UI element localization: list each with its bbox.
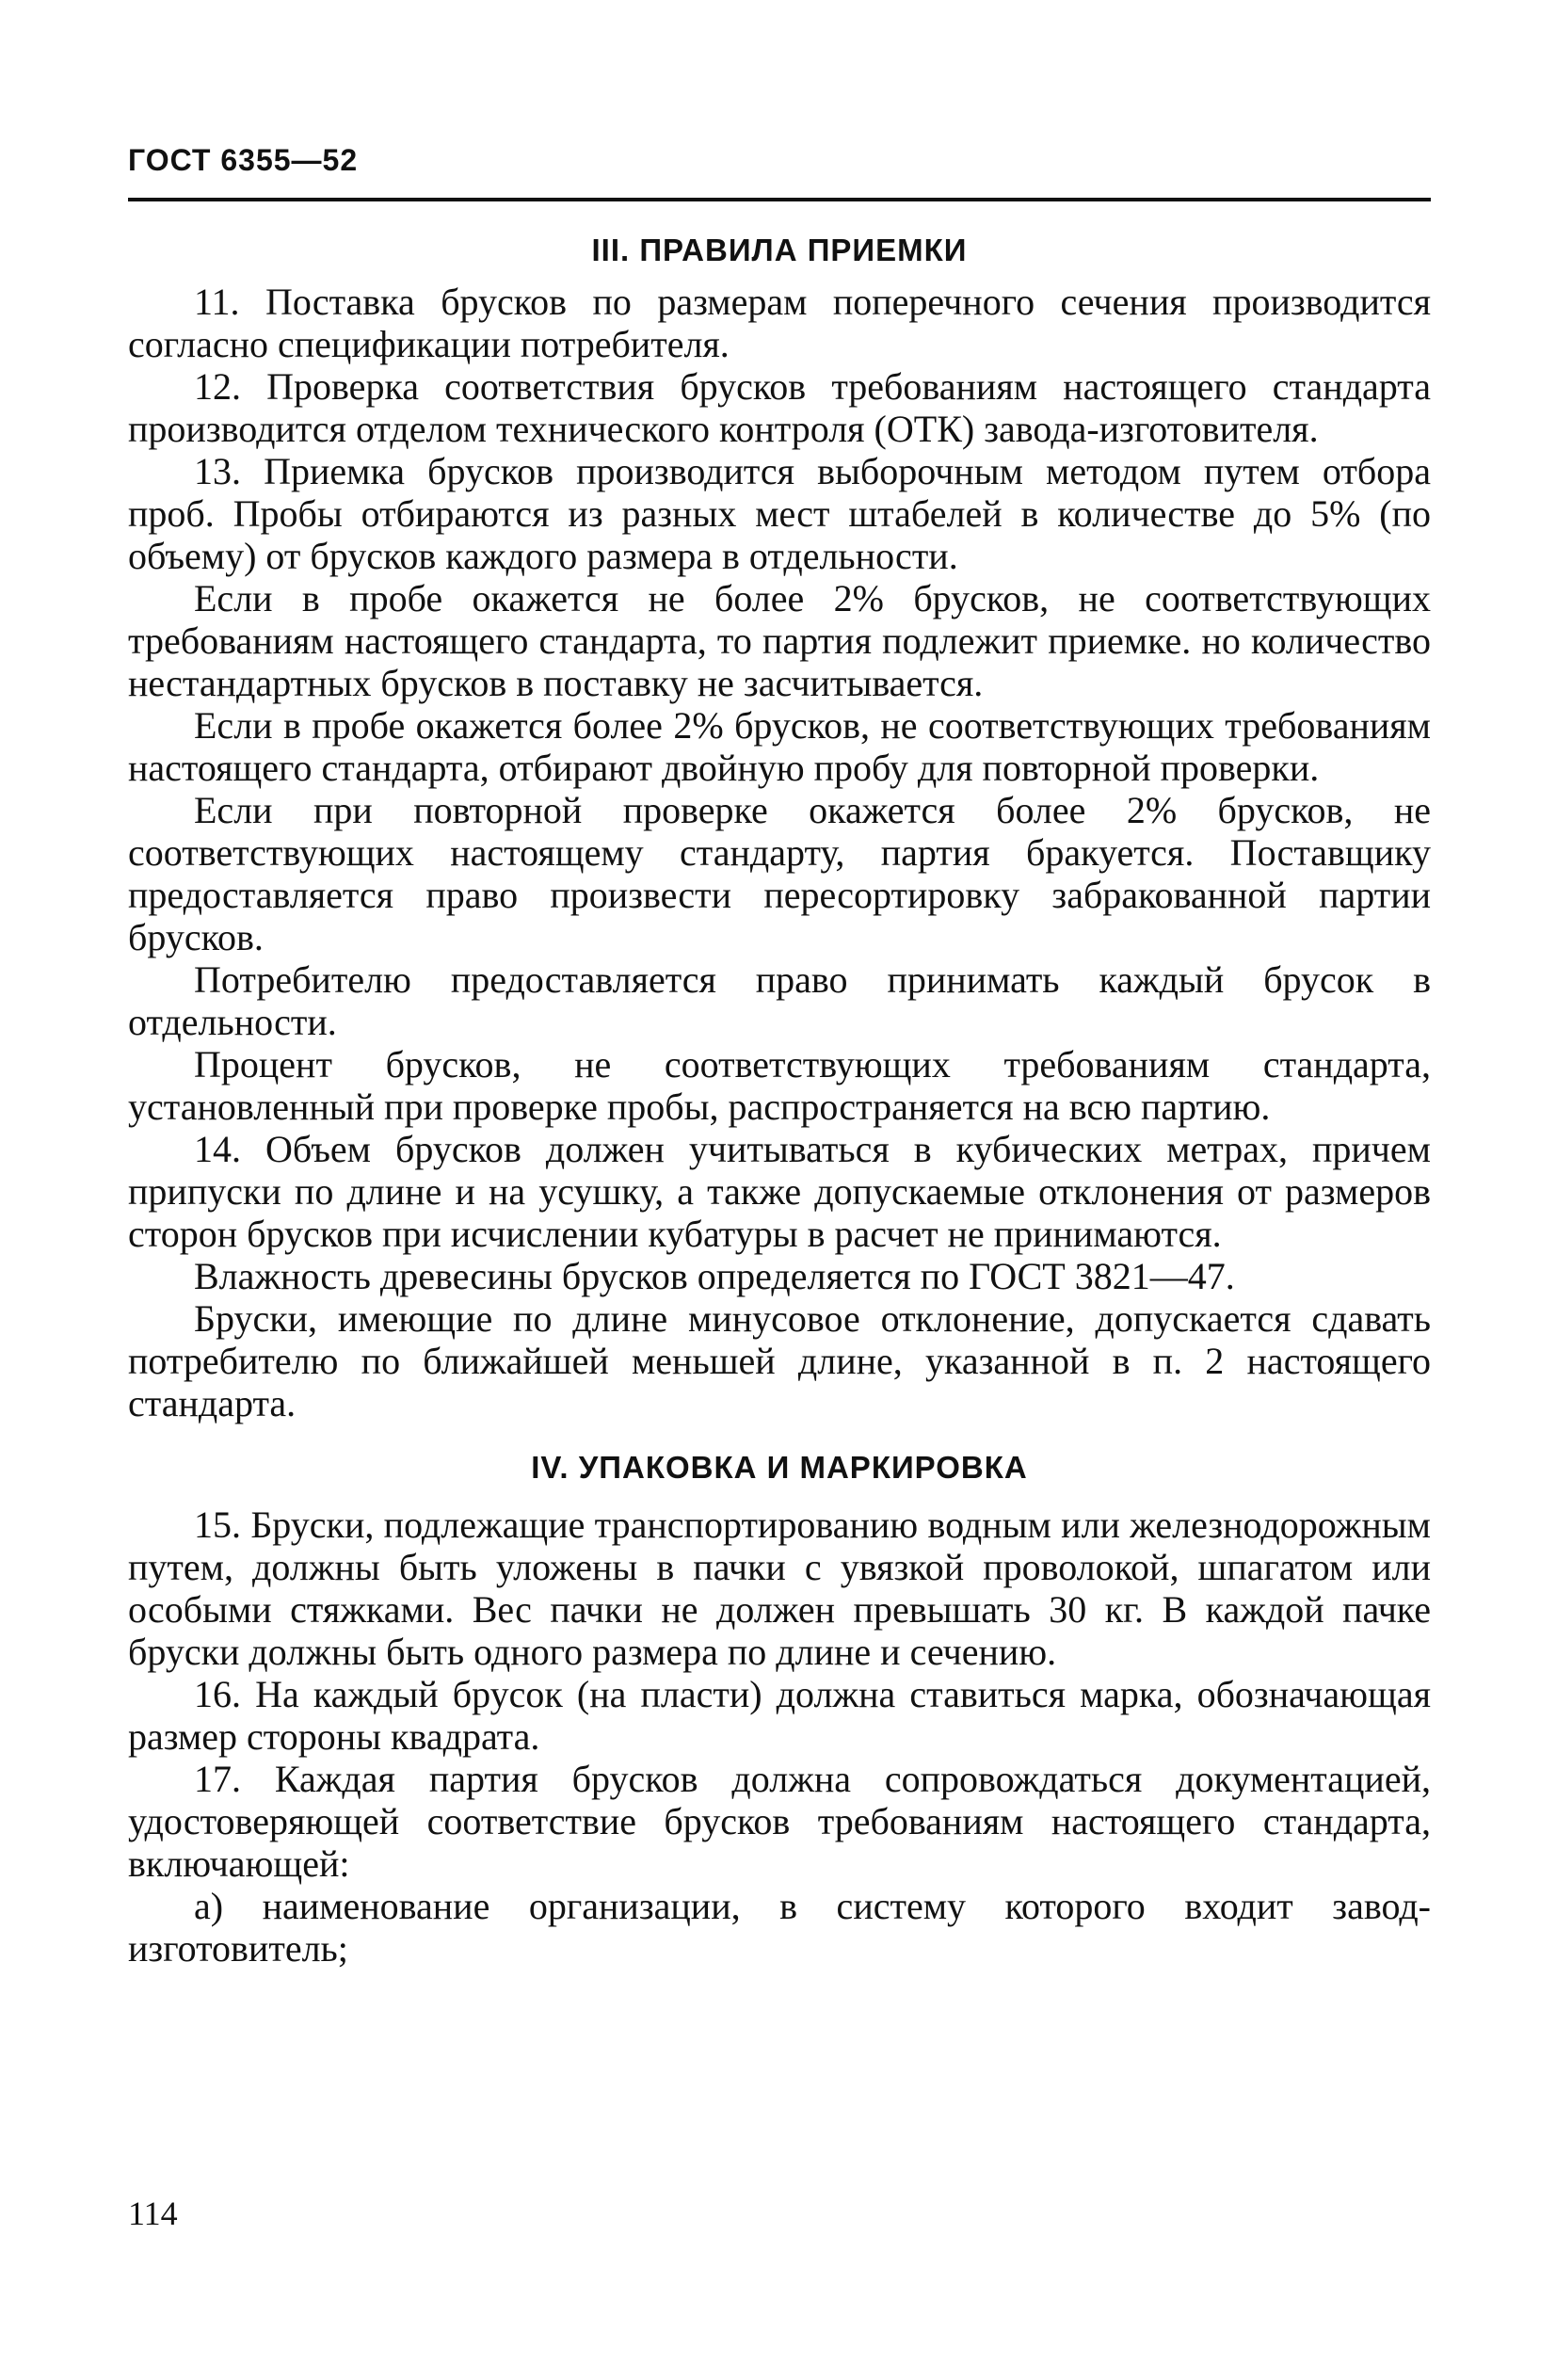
document-body: [128, 224, 1431, 1970]
paragraph-15: 15. Бруски, подлежащие транспортированию водным или железнодорожным путем, должны быть уложены в пачки с увязкой проволокой, шпагатом или особыми стяжками. Вес пачки не должен превышать 30 кг. В каждой пачке бруски должны быть одного размера по длине и сечению.: [128, 1504, 1431, 1673]
paragraph-17: 17. Каждая партия брусков должна сопровождаться документацией, удостоверяющей соответствие брусков требованиям настоящего стандарта, включающей:: [128, 1758, 1431, 1885]
paragraph-13-consumer-right: Потребителю предоставляется право принимать каждый брусок в отдельности.: [128, 958, 1431, 1043]
page-number: 114: [128, 2195, 178, 2232]
paragraph-16: 16. На каждый брусок (на пласти) должна ставиться марка, обозначающая размер стороны квадрата.: [128, 1673, 1431, 1758]
paragraph-14-length: Бруски, имеющие по длине минусовое отклонение, допускается сдавать потребителю по ближайшей меньшей длине, указанной в п. 2 настоящего стандарта.: [128, 1297, 1431, 1424]
paragraph-13-sample: Если в пробе окажется не более 2% брусков, не соответствующих требованиям настоящего стандарта, то партия подлежит приемке. но количество нестандартных брусков в поставку не засчитывается.: [128, 577, 1431, 704]
section-title-packaging: IV. УПАКОВКА И МАРКИРОВКА: [531, 1450, 1028, 1485]
header-rule: [128, 198, 1431, 201]
paragraph-11: 11. Поставка брусков по размерам поперечного сечения производится согласно спецификации потребителя.: [128, 281, 1431, 365]
paragraph-13-percent: Процент брусков, не соответствующих требованиям стандарта, установленный при проверке пробы, распространяется на всю партию.: [128, 1043, 1431, 1128]
paragraph-14: 14. Объем брусков должен учитываться в кубических метрах, причем припуски по длине и на усушку, а также допускаемые отклонения от размеров сторон брусков при исчислении кубатуры в расчет не принимаются.: [128, 1128, 1431, 1255]
paragraph-13-double-sample: Если в пробе окажется более 2% брусков, не соответствующих требованиям настоящего стандарта, отбирают двойную пробу для повторной проверки.: [128, 704, 1431, 789]
section-title-acceptance: III. ПРАВИЛА ПРИЕМКИ: [591, 233, 968, 267]
paragraph-13-reject: Если при повторной проверке окажется более 2% брусков, не соответствующих настоящему стандарту, партия бракуется. Поставщику предоставляется право произвести пересортировку забракованной партии брусков.: [128, 789, 1431, 958]
paragraph-14-humidity: Влажность древесины брусков определяется по ГОСТ 3821—47.: [194, 1255, 1235, 1297]
paragraph-12: 12. Проверка соответствия брусков требованиям настоящего стандарта производится отделом технического контроля (ОТК) завода-изготовителя.: [128, 365, 1431, 450]
paragraph-17-a: а) наименование организации, в систему которого входит завод-изготовитель;: [128, 1885, 1431, 1970]
standard-header: ГОСТ 6355—52: [128, 143, 359, 177]
paragraph-13: 13. Приемка брусков производится выборочным методом путем отбора проб. Пробы отбираются из разных мест штабелей в количестве до 5% (по объему) от брусков каждого размера в отдельности.: [128, 450, 1431, 577]
